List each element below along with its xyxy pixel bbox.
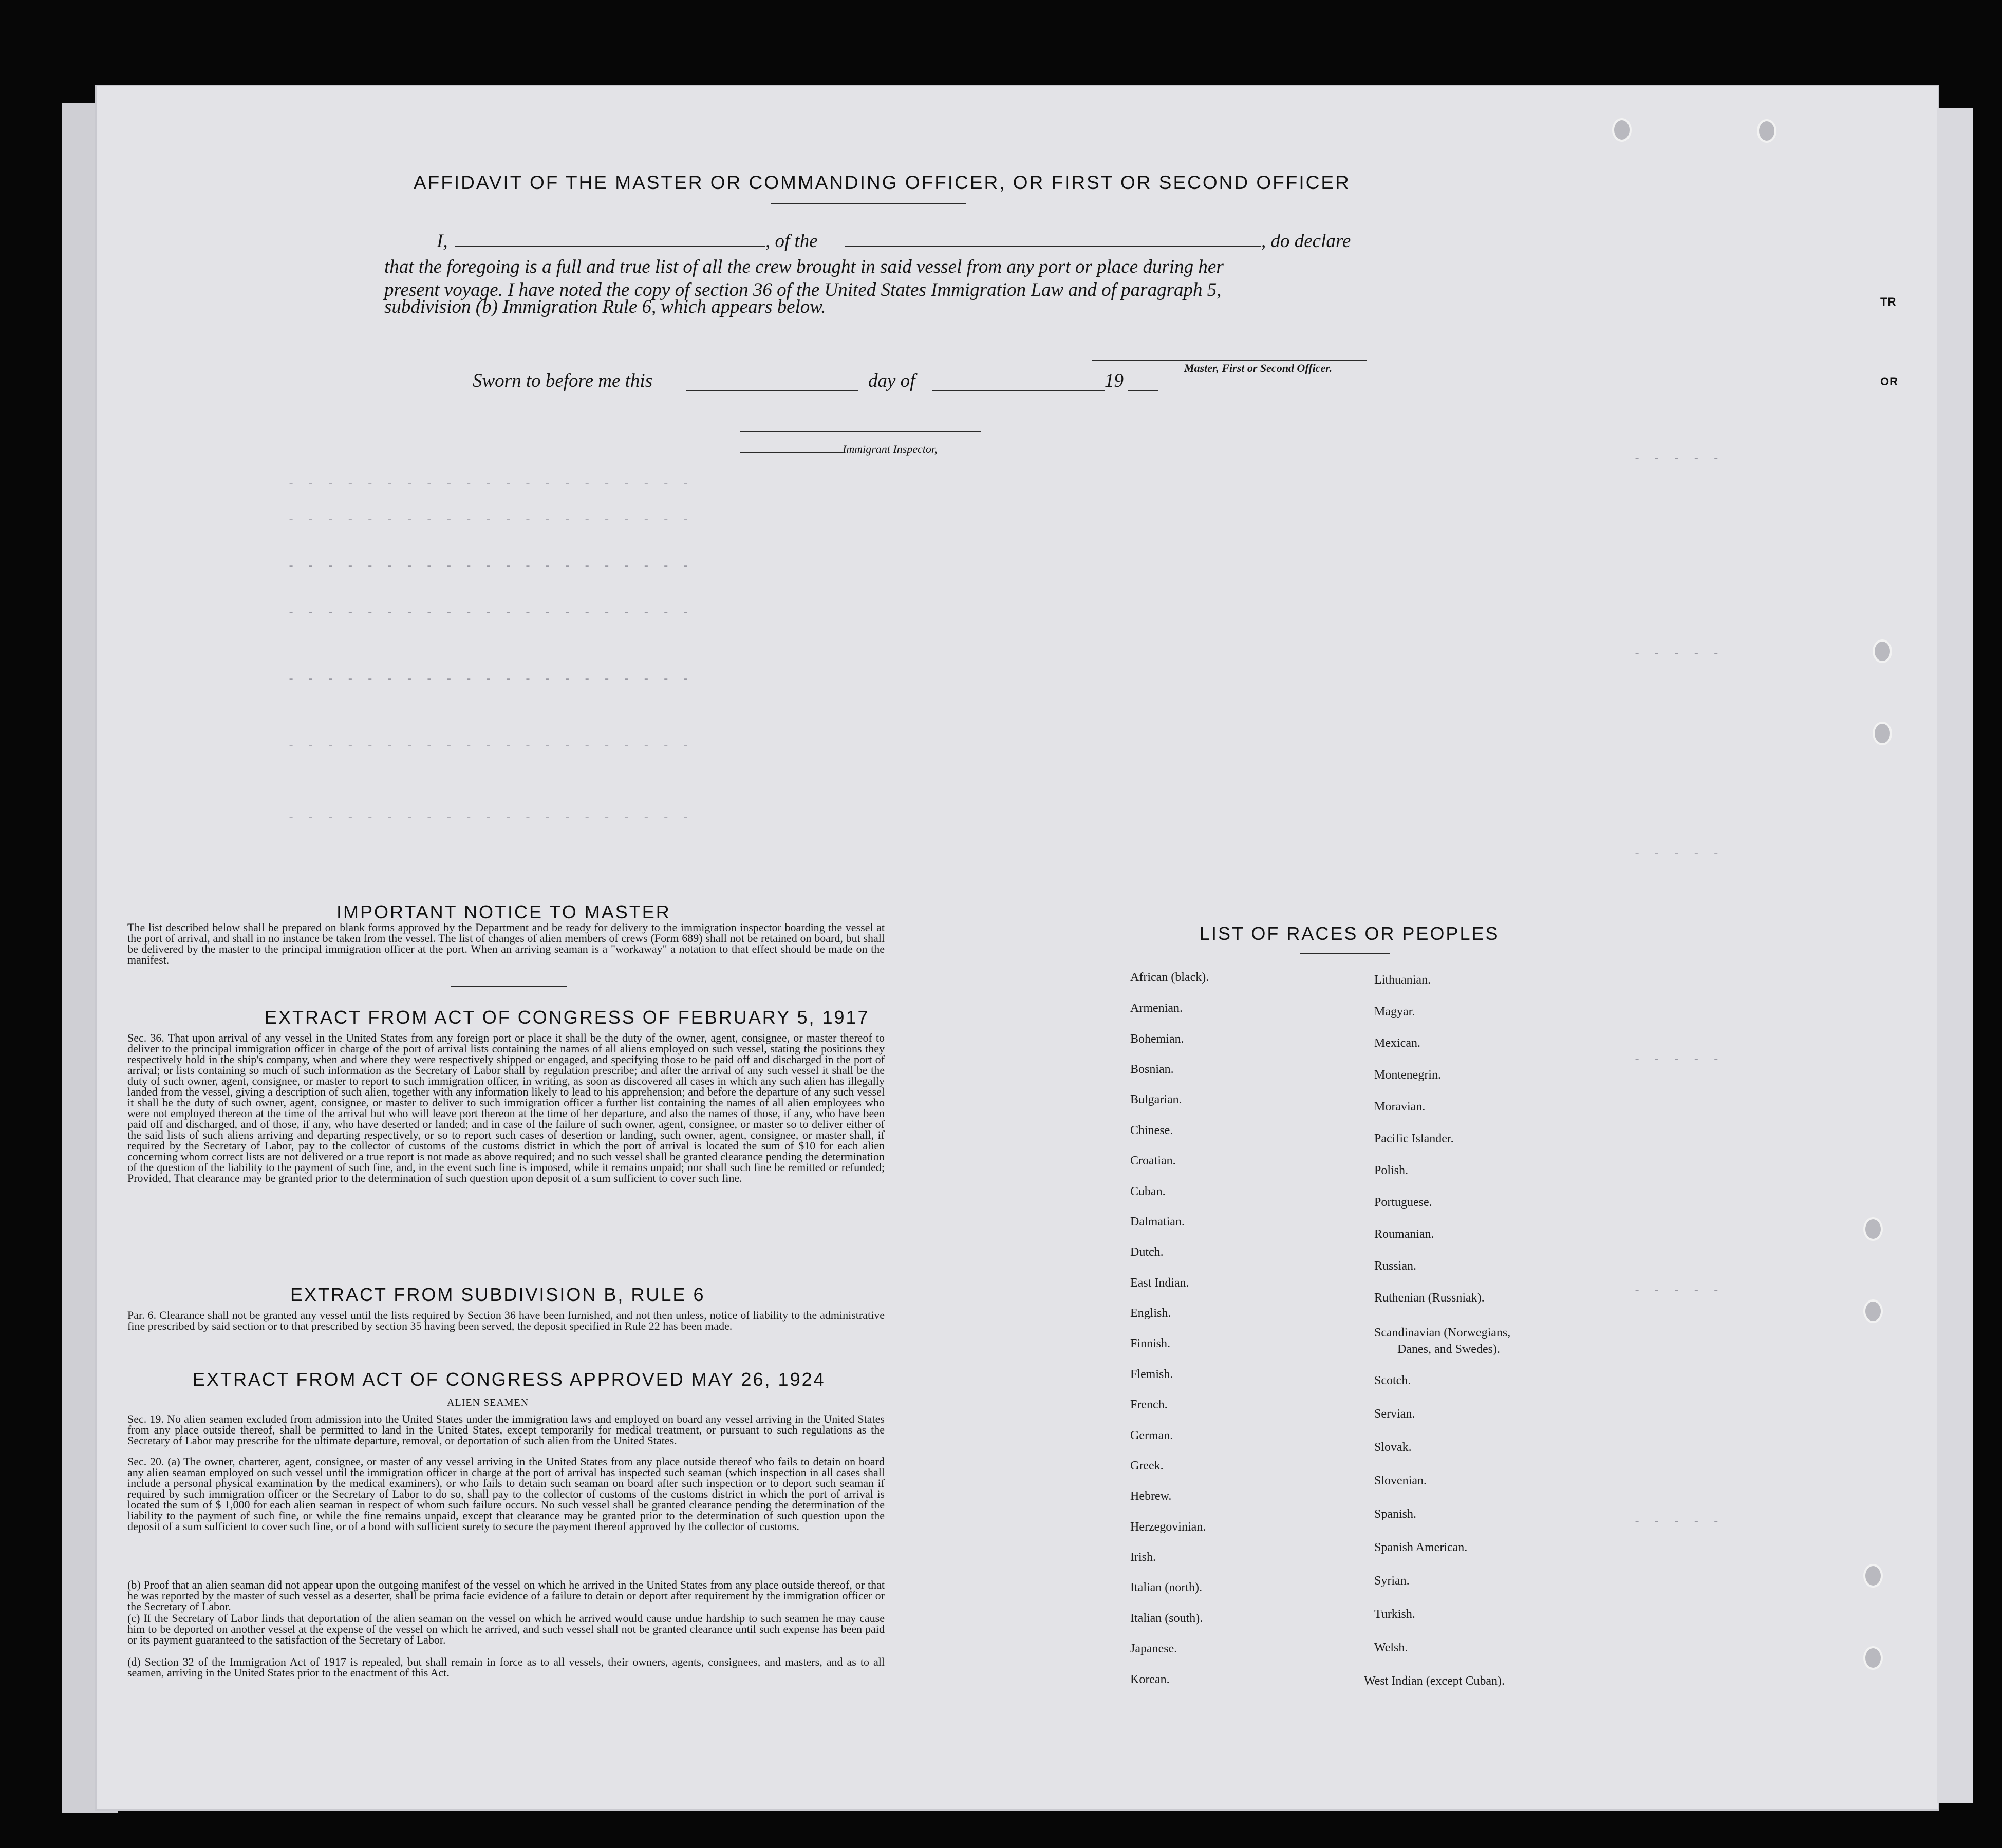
punch-hole bbox=[1863, 1217, 1883, 1241]
inspector-line-short bbox=[740, 452, 843, 453]
bleed-through-column: - - - - - bbox=[1634, 452, 1723, 465]
bleed-through-row: - - - - - - - - - - - - - - - - - - - - - bbox=[288, 514, 693, 526]
extract-1924-subtitle: ALIEN SEAMEN bbox=[447, 1397, 529, 1408]
race-right-item: Slovak. bbox=[1374, 1441, 1412, 1454]
affidavit-line-3: present voyage. I have noted the copy of section 36 of the United States Immigration Law and of paragraph 5, bbox=[384, 279, 1222, 300]
sworn-year: 19 bbox=[1105, 370, 1124, 391]
sworn-year-blank bbox=[1128, 390, 1158, 391]
race-right-item: Slovenian. bbox=[1374, 1474, 1427, 1487]
punch-hole bbox=[1863, 1299, 1883, 1323]
punch-hole bbox=[1873, 639, 1892, 663]
punch-hole bbox=[1757, 119, 1776, 143]
punch-hole bbox=[1612, 118, 1632, 142]
affidavit-line-4: subdivision (b) Immigration Rule 6, which appears below. bbox=[384, 296, 826, 317]
race-right-item: Syrian. bbox=[1374, 1574, 1410, 1588]
punch-hole bbox=[1863, 1646, 1883, 1670]
race-left-item: Armenian. bbox=[1130, 1002, 1183, 1015]
race-left-item: Japanese. bbox=[1130, 1642, 1177, 1655]
notice-body: The list described below shall be prepared on blank forms approved by the Department and be ready for delivery to the immigration inspector boarding the vessel at the port of arrival, and shall in no instance be taken from the vessel. The list of changes of alien members of crews (Form 689) shall not be retained on board, but shall be delivered by the master to the principal immigration officer at the port. When an arriving seaman is a "workaway" a notation to that effect should be made on the manifest. bbox=[127, 921, 885, 966]
race-right-item: Turkish. bbox=[1374, 1608, 1415, 1621]
race-left-item: Dalmatian. bbox=[1130, 1215, 1185, 1229]
race-right-item: Scandinavian (Norwegians, bbox=[1374, 1326, 1511, 1340]
race-right-item: Moravian. bbox=[1374, 1100, 1426, 1114]
race-right-item: Spanish. bbox=[1374, 1507, 1417, 1521]
race-right-item: Lithuanian. bbox=[1374, 973, 1431, 987]
extract-1917-title: EXTRACT FROM ACT OF CONGRESS OF FEBRUARY 5, 1917 bbox=[265, 1007, 870, 1028]
race-left-item: Finnish. bbox=[1130, 1337, 1171, 1350]
race-right-item: Polish. bbox=[1374, 1164, 1409, 1177]
margin-mark-top: TR bbox=[1880, 295, 1897, 308]
inspector-line bbox=[740, 431, 981, 432]
race-left-item: Bohemian. bbox=[1130, 1032, 1184, 1046]
race-left-item: Bulgarian. bbox=[1130, 1093, 1182, 1106]
races-title-underline bbox=[1300, 953, 1390, 954]
race-left-item: Irish. bbox=[1130, 1551, 1156, 1564]
sworn-day-blank bbox=[686, 390, 858, 391]
affidavit-do-declare: , do declare bbox=[1261, 231, 1351, 252]
bleed-through-column: - - - - - bbox=[1634, 847, 1723, 860]
races-title: LIST OF RACES OR PEOPLES bbox=[1200, 923, 1500, 944]
race-right-item: Pacific Islander. bbox=[1374, 1132, 1454, 1145]
race-left-item: Italian (south). bbox=[1130, 1612, 1203, 1625]
notice-title: IMPORTANT NOTICE TO MASTER bbox=[336, 901, 671, 922]
race-left-item: English. bbox=[1130, 1307, 1171, 1320]
underlying-page-right-edge bbox=[1937, 108, 1973, 1803]
race-left-item: Chinese. bbox=[1130, 1124, 1173, 1137]
race-right-item: Scotch. bbox=[1374, 1374, 1411, 1387]
race-right-item: West Indian (except Cuban). bbox=[1364, 1674, 1505, 1688]
name-blank bbox=[455, 246, 765, 247]
race-right-item: Montenegrin. bbox=[1374, 1068, 1441, 1082]
race-left-item: Italian (north). bbox=[1130, 1581, 1202, 1594]
margin-mark-mid: OR bbox=[1880, 375, 1898, 388]
bleed-through-row: - - - - - - - - - - - - - - - - - - - - - bbox=[288, 606, 693, 619]
extract-1917-body: Sec. 36. That upon arrival of any vessel in the United States from any foreign port or place it shall be the duty of the owner, agent, consignee, or master thereof to deliver to the principal immigration officer in charge of the port of arrival lists containing the names of all aliens employed on such vessel, stating the positions they respectively hold in the ship's company, when and where they were respectively shipped or engaged, and specifying those to be paid off and discharged in the port of arrival; or lists containing so much of such information as the Secretary of Labor shall by regulation prescribe; and after the arrival of any such vessel it shall be the duty of such owner, agent, consignee, or master to report to such immigration officer, in writing, as soon as discovered all cases in which any such alien has illegally landed from the vessel, giving a description of such alien, together with any information likely to lead to his apprehension; and before the departure of any such vessel it shall be the duty of such owner, agent, consignee, or master to deliver to such immigration officer a further list containing the names of all alien employees who were not employed thereon at the time of the arrival but who will leave port thereon at the time of her departure, and also the names of those, if any, who have been paid off and discharged, and of those, if any, who have deserted or landed; and in case of the failure of such owner, agent, consignee, or master so to deliver either of the said lists of such aliens arriving and departing respectively, or so to report such cases of desertion or landing, such owner, agent, consignee, or master shall, if required by the Secretary of Labor, pay to the collector of customs of the customs district in which the port of arrival is located the sum of $10 for each alien concerning whom correct lists are not delivered or a true report is not made as above required; and no such vessel shall be granted clearance pending the determination of the question of the liability to the payment of such fine, and, in the event such fine is imposed, while it remains unpaid; nor shall such fine be remitted or refunded; Provided, That clearance may be granted prior to the determination of such question upon deposit of a sum sufficient to cover such fine. bbox=[127, 1031, 885, 1184]
race-left-item: Cuban. bbox=[1130, 1185, 1166, 1198]
race-right-item: Welsh. bbox=[1374, 1641, 1408, 1654]
race-left-item: Herzegovinian. bbox=[1130, 1520, 1206, 1534]
affidavit-i: I, bbox=[437, 231, 448, 252]
race-left-item: African (black). bbox=[1130, 971, 1209, 984]
extract-1924-sec-19: Sec. 19. No alien seamen excluded from admission into the United States under the immigration laws and employed on board any vessel arriving in the United States from any place outside thereof, shall be permitted to land in the United States, except temporarily for medical treatment, or pursuant to such regulations as the Secretary of Labor may prescribe for the ultimate departure, removal, or deportation of such alien from the United States. bbox=[127, 1412, 885, 1447]
notice-rule bbox=[451, 986, 567, 987]
rule-6-title: EXTRACT FROM SUBDIVISION B, RULE 6 bbox=[290, 1284, 705, 1305]
bleed-through-row: - - - - - - - - - - - - - - - - - - - - - bbox=[288, 560, 693, 573]
race-left-item: Korean. bbox=[1130, 1673, 1170, 1686]
bleed-through-row: - - - - - - - - - - - - - - - - - - - - - bbox=[288, 740, 693, 752]
signature-line bbox=[1092, 360, 1367, 361]
bleed-through-column: - - - - - bbox=[1634, 647, 1723, 660]
race-right-item: Roumanian. bbox=[1374, 1228, 1434, 1241]
extract-1924-sec-20a: Sec. 20. (a) The owner, charterer, agent, consignee, or master of any vessel arriving in the United States from any place outside thereof who fails to detain on board any alien seaman employed on such vessel until the immigration officer in charge at the port of arrival has inspected such seaman (which inspection in all cases shall include a personal physical examination by the medical examiners), or who fails to detain such seaman on board after such inspection or to deport such seaman if required by such immigration officer or the Secretary of Labor to do so, shall pay to the collector of customs of the customs district in which the port of arrival is located the sum of $ 1,000 for each alien seaman in respect of whom such failure occurs. No such vessel shall be granted clearance pending the determination of the liability to the payment of such fine, or while the fine remains unpaid, except that clearance may be granted prior to the determination of such question upon the deposit of a sum sufficient to cover such fine, or of a bond with sufficient surety to secure the payment thereof approved by the collector of customs. bbox=[127, 1455, 885, 1533]
affidavit-line-2: that the foregoing is a full and true list of all the crew brought in said vessel from any port or place during her bbox=[384, 256, 1224, 277]
race-left-item: Hebrew. bbox=[1130, 1489, 1172, 1503]
title-underline bbox=[771, 203, 966, 204]
extract-1924-title: EXTRACT FROM ACT OF CONGRESS APPROVED MAY 26, 1924 bbox=[193, 1369, 826, 1390]
punch-hole bbox=[1863, 1564, 1883, 1588]
sworn-text: Sworn to before me this bbox=[473, 370, 653, 391]
affidavit-title: AFFIDAVIT OF THE MASTER OR COMMANDING OFFICER, OR FIRST OR SECOND OFFICER bbox=[414, 172, 1351, 193]
race-right-item: Spanish American. bbox=[1374, 1541, 1468, 1554]
race-left-item: Bosnian. bbox=[1130, 1063, 1174, 1076]
sworn-day-of: day of bbox=[868, 370, 915, 391]
race-left-item: Greek. bbox=[1130, 1459, 1164, 1473]
rule-6-body: Par. 6. Clearance shall not be granted any vessel until the lists required by Section 36 have been furnished, and not then unless, notice of liability to the administrative fine prescribed by said section or to that prescribed by section 35 having been served, the deposit specified in Rule 22 has been made. bbox=[127, 1309, 885, 1332]
affidavit-of-the: , of the bbox=[765, 231, 818, 252]
race-right-item: Portuguese. bbox=[1374, 1196, 1432, 1209]
race-right-item: Servian. bbox=[1374, 1407, 1415, 1421]
signature-caption: Master, First or Second Officer. bbox=[1184, 362, 1333, 374]
sworn-month-blank bbox=[932, 390, 1105, 391]
race-left-item: German. bbox=[1130, 1429, 1173, 1442]
punch-hole bbox=[1873, 722, 1892, 745]
vessel-blank bbox=[845, 246, 1261, 247]
extract-1924-sec-20c: (c) If the Secretary of Labor finds that deportation of the alien seaman on the vessel on which he arrived would cause undue hardship to such seamen he may cause him to be deported on another vessel at the expense of the vessel on which he arrived, and such vessel shall not be granted clearance until such expense has been paid or its payment guaranteed to the satisfaction of the Secretary of Labor. bbox=[127, 1612, 885, 1646]
bleed-through-row: - - - - - - - - - - - - - - - - - - - - - bbox=[288, 812, 693, 824]
race-right-item: Mexican. bbox=[1374, 1036, 1420, 1050]
bleed-through-column: - - - - - bbox=[1634, 1053, 1723, 1066]
extract-1924-sec-20d: (d) Section 32 of the Immigration Act of 1917 is repealed, but shall remain in force as to all vessels, their owners, agents, consignees, and masters, and as to all seamen, arriving in the United States prior to the enactment of this Act. bbox=[127, 1655, 885, 1679]
bleed-through-column: - - - - - bbox=[1634, 1284, 1723, 1297]
race-left-item: Dutch. bbox=[1130, 1246, 1164, 1259]
bleed-through-row: - - - - - - - - - - - - - - - - - - - - - bbox=[288, 478, 693, 491]
race-right-item: Russian. bbox=[1374, 1259, 1417, 1273]
race-left-item: Croatian. bbox=[1130, 1154, 1176, 1167]
race-right-item: Magyar. bbox=[1374, 1005, 1415, 1019]
race-left-item: French. bbox=[1130, 1398, 1168, 1411]
race-left-item: Flemish. bbox=[1130, 1368, 1173, 1381]
race-left-item: East Indian. bbox=[1130, 1276, 1189, 1290]
inspector-caption: Immigrant Inspector, bbox=[843, 443, 938, 456]
extract-1924-sec-20b: (b) Proof that an alien seaman did not appear upon the outgoing manifest of the vessel on which he arrived in the United States from any place outside thereof, or that he was reported by the master of such vessel as a deserter, shall be prima facie evidence of a failure to detain or deport after requirement by the immigration officer or the Secretary of Labor. bbox=[127, 1578, 885, 1613]
race-right-item: Danes, and Swedes). bbox=[1397, 1343, 1500, 1356]
bleed-through-row: - - - - - - - - - - - - - - - - - - - - - bbox=[288, 673, 693, 686]
race-right-item: Ruthenian (Russniak). bbox=[1374, 1291, 1485, 1305]
bleed-through-column: - - - - - bbox=[1634, 1515, 1723, 1528]
